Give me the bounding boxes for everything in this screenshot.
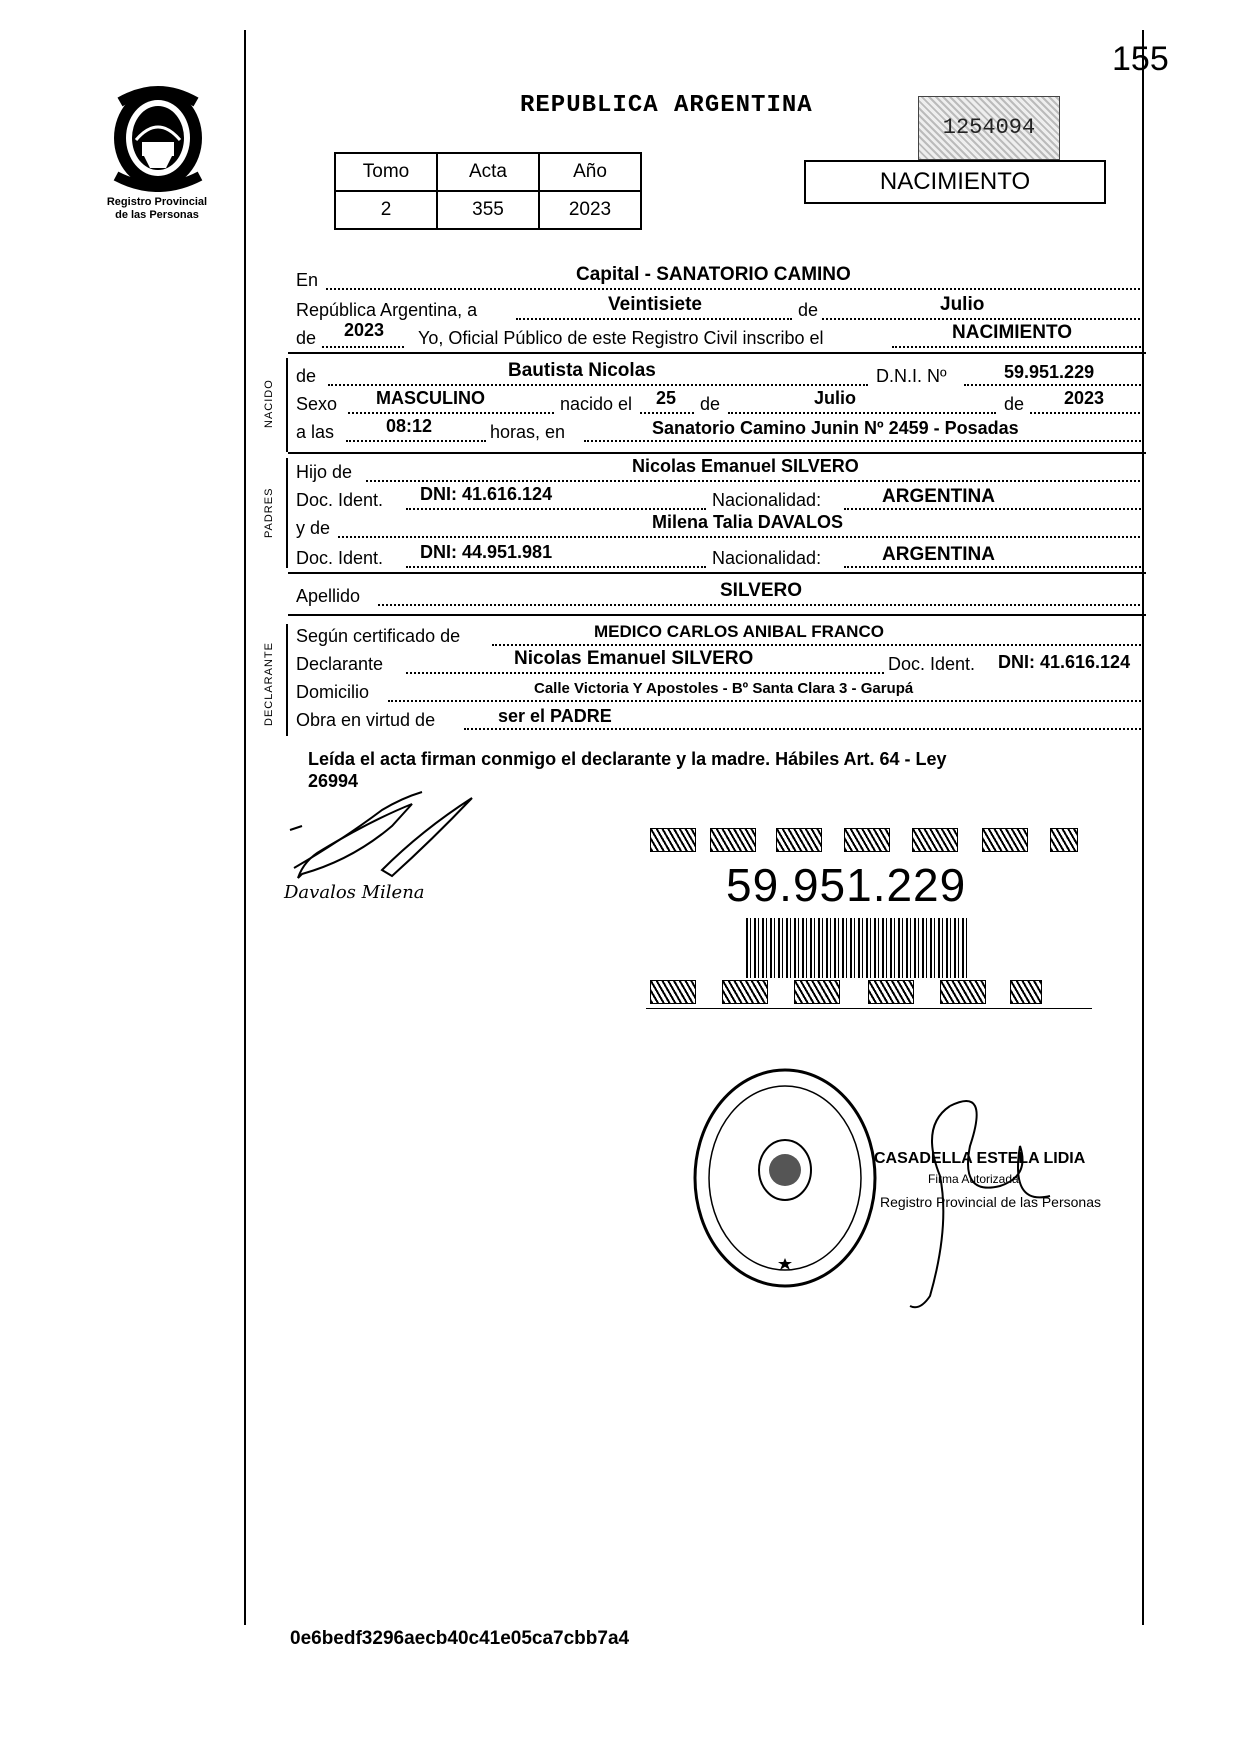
en-label: En: [296, 270, 319, 290]
madre-nacionalidad: ARGENTINA: [882, 544, 995, 565]
acta-header-anio: Año: [539, 153, 641, 191]
hijo-de-label: Hijo de: [296, 462, 353, 482]
obra-label: Obra en virtud de: [296, 710, 436, 730]
document-title: REPUBLICA ARGENTINA: [520, 92, 813, 119]
province-shield-logo: [106, 80, 210, 197]
certificado-label: Según certificado de: [296, 626, 461, 646]
madre-nac-label: Nacionalidad:: [712, 548, 822, 568]
serial-stamp: 1254094: [918, 96, 1060, 160]
padre-nombre: Nicolas Emanuel SILVERO: [632, 456, 859, 476]
apellido-value: SILVERO: [720, 580, 802, 601]
nacido-de3-label: de: [1004, 394, 1025, 414]
closing-statement-line2: 26994: [308, 771, 359, 791]
padre-doc: DNI: 41.616.124: [420, 484, 553, 504]
nacido-el-label: nacido el: [560, 394, 633, 414]
madre-nombre: Milena Talia DAVALOS: [652, 512, 844, 532]
madre-doc: DNI: 44.951.981: [420, 542, 553, 562]
fecha-mes: Julio: [940, 294, 985, 315]
nacido-dni: 59.951.229: [1004, 362, 1095, 382]
apellido-label: Apellido: [296, 586, 361, 606]
fecha-dia: Veintisiete: [608, 294, 702, 315]
declarante-doc-label: Doc. Ident.: [888, 654, 976, 674]
document-hash: 0e6bedf3296aecb40c41e05ca7cbb7a4: [290, 1628, 630, 1649]
closing-statement: [308, 748, 1128, 792]
declarant-signature: [282, 790, 522, 915]
nacido-mes: Julio: [814, 388, 857, 408]
declarante-doc: DNI: 41.616.124: [998, 652, 1131, 672]
logo-caption-line2: de las Personas: [115, 209, 199, 221]
inscribo-value: NACIMIENTO: [952, 322, 1072, 343]
logo-caption: [92, 196, 222, 222]
inscribo-text: Yo, Oficial Público de este Registro Civil inscribo el: [418, 328, 824, 348]
nacido-dia: 25: [656, 388, 677, 408]
left-margin-line: [244, 30, 246, 1625]
nacido-nombre: Bautista Nicolas: [508, 360, 656, 381]
declarante-label: Declarante: [296, 654, 384, 674]
right-margin-line: [1142, 30, 1144, 1625]
acta-value-tomo: 2: [335, 191, 437, 229]
section-nacido-label: NACIDO: [263, 379, 275, 428]
official-role: Firma Autorizada: [928, 1172, 1019, 1186]
padre-doc-label: Doc. Ident.: [296, 490, 384, 510]
id-number: 59.951.229: [726, 859, 967, 911]
nacido-hora: 08:12: [386, 416, 433, 436]
acta-header-acta: Acta: [437, 153, 539, 191]
section-padres-label: PADRES: [263, 487, 275, 538]
alas-label: a las: [296, 422, 335, 442]
acta-header-tomo: Tomo: [335, 153, 437, 191]
official-name: CASADELLA ESTELA LIDIA: [874, 1150, 1086, 1167]
dni-label: D.N.I. Nº: [876, 366, 947, 386]
signature-handwriting: Davalos Milena: [284, 882, 425, 903]
domicilio-value: Calle Victoria Y Apostoles - Bº Santa Clara 3 - Garupá: [534, 680, 914, 697]
en-value: Capital - SANATORIO CAMINO: [576, 264, 851, 285]
padre-nac-label: Nacionalidad:: [712, 490, 822, 510]
record-type-box: NACIMIENTO: [804, 160, 1106, 204]
y-de-label: y de: [296, 518, 331, 538]
section-declarante-label: DECLARANTE: [263, 642, 275, 726]
page-number: 155: [1112, 40, 1169, 78]
madre-doc-label: Doc. Ident.: [296, 548, 384, 568]
official-org: Registro Provincial de las Personas: [880, 1194, 1101, 1210]
nacido-sexo: MASCULINO: [376, 388, 485, 408]
republica-label: República Argentina, a: [296, 300, 478, 320]
de-label: de: [798, 300, 819, 320]
certificado-value: MEDICO CARLOS ANIBAL FRANCO: [594, 622, 884, 641]
acta-value-anio: 2023: [539, 191, 641, 229]
closing-statement-line1: Leída el acta firman conmigo el declarante y la madre. Hábiles Art. 64 - Ley: [308, 749, 947, 769]
logo-caption-line1: Registro Provincial: [106, 196, 208, 208]
acta-value-acta: 355: [437, 191, 539, 229]
nacido-lugar: Sanatorio Camino Junin Nº 2459 - Posadas: [652, 418, 1019, 438]
declarante-value: Nicolas Emanuel SILVERO: [514, 648, 754, 669]
official-seal: [690, 1066, 880, 1295]
acta-table: [334, 152, 642, 230]
nacido-de2-label: de: [700, 394, 721, 414]
horas-en-label: horas, en: [490, 422, 566, 442]
obra-value: ser el PADRE: [498, 706, 612, 726]
padre-nacionalidad: ARGENTINA: [882, 486, 995, 507]
nacido-anio: 2023: [1064, 388, 1105, 408]
nacido-de-label: de: [296, 366, 317, 386]
sexo-label: Sexo: [296, 394, 338, 414]
id-barcode: [746, 918, 968, 978]
domicilio-label: Domicilio: [296, 682, 370, 702]
de2-label: de: [296, 328, 317, 348]
fecha-anio: 2023: [344, 320, 385, 340]
